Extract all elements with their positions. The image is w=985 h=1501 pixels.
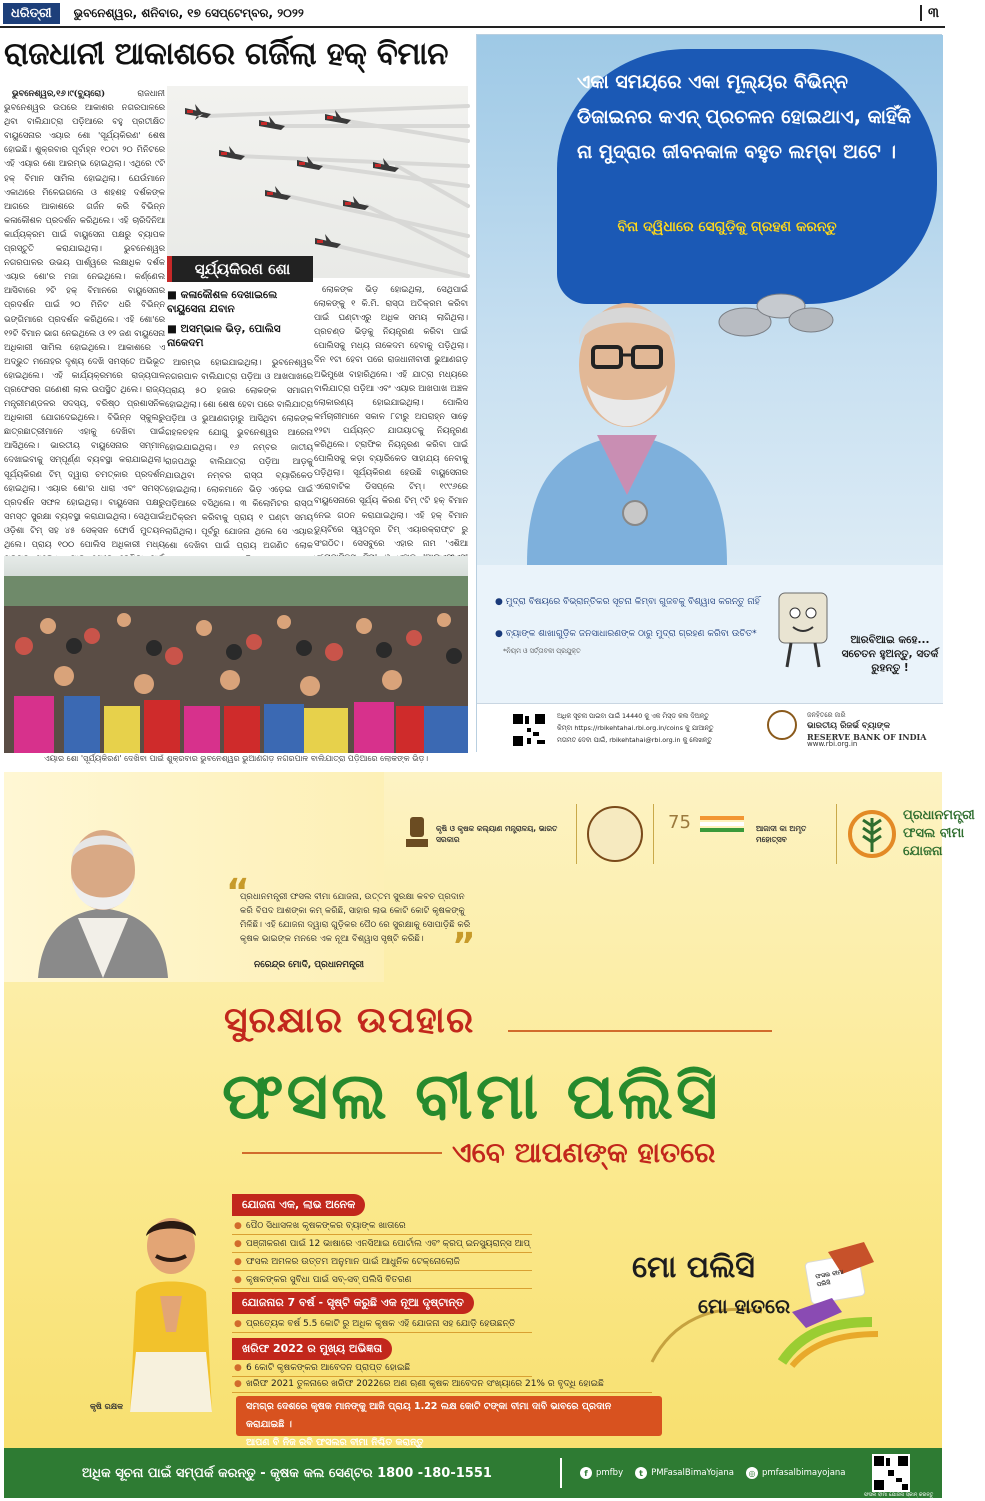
claims-text: ସମଗ୍ର ଦେଶରେ କୃଷକ ମାନଙ୍କୁ ଆଜି ପ୍ରାୟ 1.22 ଲକ୍ଷ କୋଟି ଟଙ୍କା ବୀମା ଦାବି ଭାବରେ ପ୍ରଦାନ କରାଯାଇଛି । <box>246 1401 612 1430</box>
masthead <box>0 0 945 28</box>
smoke-trails <box>207 106 468 276</box>
national-emblem-icon <box>402 813 432 855</box>
rbi-bank-name-en: RESERVE BANK OF INDIA <box>807 732 927 742</box>
rbi-mascot-icon <box>767 583 839 673</box>
kharif-item: ● 6 କୋଟି କୃଷକଙ୍କର ଆବେଦନ ପ୍ରାପ୍ତ ହୋଇଛି <box>232 1360 532 1377</box>
rbi-info-email[interactable]: ମତାମତ ଦେବା ପାଇଁ, rbikehtahai@rbi.org.in କୁ ଲେଖନ୍ତୁ <box>557 736 712 744</box>
pmfby-name-line1: ପ୍ରଧାନମନ୍ତ୍ରୀ <box>903 808 975 823</box>
masthead-date: ଭୁବନେଶ୍ୱର, ଶନିବାର, ୧୭ ସେପ୍ଟେମ୍ବର, ୨୦୨୨ <box>73 5 304 20</box>
rbi-point-2: ● ବ୍ୟାଙ୍କ ଶାଖାଗୁଡ଼ିକ ଜନସାଧାରଣଙ୍କ ଠାରୁ ମୁଦ୍ରା ଗ୍ରହଣ କରିବା ଉଚିତ* <box>495 629 757 639</box>
footer-divider <box>560 1458 562 1488</box>
pm-title-1: ସୁରକ୍ଷାର ଉପହାର <box>224 1000 475 1041</box>
coins-icon <box>715 282 835 342</box>
kharif-heading: ଖରିଫ 2022 ର ମୁଖ୍ୟ ଅଭିଜ୍ଞତା <box>232 1338 392 1360</box>
rbi-speech-main: ଏକା ସମୟରେ ଏକା ମୂଲ୍ୟର ବିଭିନ୍ନ ଡିଜାଇନର କଏନ୍ ପ୍ରଚଳନ ହୋଇଥାଏ, କାହିଁକି ନା ମୁଦ୍ରାର ଜୀବନକାଳ ବହୁତ ଲମ୍ବା ଅଟେ । <box>577 71 912 163</box>
policy-card-label: ଫସଲ ବୀମା ପଲିସି <box>814 1268 844 1289</box>
rbi-bank-name <box>807 710 926 743</box>
seven-years-heading: ଯୋଜନାର 7 ବର୍ଷ - ସୃଷ୍ଟି କରୁଛି ଏକ ନୂଆ ଦୃଷ୍ଟାନ୍ତ <box>232 1292 474 1314</box>
twitter-handle: PMFasalBimaYojana <box>651 1468 734 1478</box>
instagram-icon: ◎ <box>746 1467 758 1479</box>
benefit-item: ● ପଞ୍ଜୀକରଣ ପାଇଁ 12 ଭାଷାରେ ଏନସିଆଇ ପୋର୍ଟାଲ ଏବଂ କ୍ରପ୍ ଇନସ୍ୟୁରାନ୍ସ ଆପ୍ <box>232 1236 532 1253</box>
rbi-info-missed-call: ଅଧିକ ସୂଚନା ପାଇବା ପାଇଁ 14440 କୁ ଏକ ମିସ୍‌ଡ କଲ ଦିଅନ୍ତୁ <box>557 712 709 720</box>
seven-years-item: ● ପ୍ରତ୍ୟେକ ବର୍ଷ 5.5 କୋଟି ରୁ ଅଧିକ କୃଷକ ଏହି ଯୋଜନା ସହ ଯୋଡ଼ି ହେଉଛନ୍ତି <box>232 1316 532 1333</box>
jet-tails <box>187 110 381 243</box>
ministry-logo <box>392 804 577 864</box>
news-column-3 <box>314 282 468 554</box>
claims-highlight <box>236 1396 662 1448</box>
rbi-contact-info <box>557 710 757 746</box>
benefit-item: ● କୃଷକଙ୍କର ସୁବିଧା ପାଇଁ ସବ୍-ସବ୍ ପଲିସି ବିତରଣ <box>232 1272 532 1289</box>
pm-quote: ପ୍ରଧାନମନ୍ତ୍ରୀ ଫସଲ ବୀମା ଯୋଜନା, ଉତ୍ତମ ସୁରକ୍ଷା କବଚ ପ୍ରଦାନ କରି ବିପଦ ଆଶଙ୍କା କମ୍ କରିଛି, ସାହାର ଲାଭ କୋଟି କୋଟି କୃଷକଙ୍କୁ ମିଳିଛି। ଏହି ଯୋଜନା ଦ୍ୱାରା ଗୁଡ଼ିକର ପୈଠ ରେ ସୁରକ୍ଷାକୁ ସୋପାଡ଼ିଛି କରି କୃଷକ ଭାଇଙ୍କ ମନରେ ଏକ ନୂଆ ବିଶ୍ୱାସ ସୃଷ୍ଟି କରିଛି। <box>240 892 471 944</box>
pmfby-name <box>903 807 975 861</box>
news-bullet-2: ■ ଅସମ୍ଭାଳ ଭିଡ଼, ପୋଲିସ ନାକେଦମ <box>167 323 281 349</box>
newspaper-logo: ଧରିତ୍ରୀ <box>3 3 60 24</box>
facebook-handle: pmfby <box>596 1468 624 1478</box>
benefits-heading: ଯୋଜନା ଏକ, ଲାଭ ଅନେକ <box>232 1194 365 1216</box>
news-headline: ରାଜଧାନୀ ଆକାଶରେ ଗର୍ଜିଲା ହକ୍ ବିମାନ <box>4 36 448 72</box>
title-underline-1 <box>508 1030 772 1032</box>
farmer-label: କୃଷି ରକ୍ଷକ <box>90 1402 124 1411</box>
pmfby-logo <box>837 804 985 864</box>
qr-caption: ଫସଲ ବୀମା ଯୋଜନା ସ୍କାନ୍ କରନ୍ତୁ <box>864 1492 934 1498</box>
pmfby-advertisement <box>4 772 975 1498</box>
kharif-item: ● ଖରିଫ 2021 ତୁଳନାରେ ଖରିଫ 2022ରେ ଅଣ ଋଣୀ କୃଷକ ଆବେଦନ ସଂଖ୍ୟାରେ 21% ର ବୃଦ୍ଧି ହୋଇଛି <box>232 1376 652 1393</box>
jets-illustration <box>167 86 468 278</box>
pm-logos-row <box>392 794 975 874</box>
news-bullet-1: ■ କଳାକୌଶଳ ଦେଖାଇଲେ ବାୟୁସେନା ଯବାନ <box>167 289 278 315</box>
rbi-footer <box>477 703 943 753</box>
subhead-box: ସୂର୍ଯ୍ୟକିରଣ ଶୋ <box>167 256 313 282</box>
rbi-mascot-text: ଆରବିଆଇ କହେ... ସଚେତନ ହୁଅନ୍ତୁ, ସତର୍କ ରୁହନ୍ତୁ ! <box>841 634 939 674</box>
qr-code-icon[interactable] <box>511 712 547 748</box>
page-number: ୩ <box>920 5 939 21</box>
pmfby-wheat-icon <box>847 806 897 862</box>
rbi-website[interactable]: www.rbi.org.in <box>807 740 858 748</box>
svg-text:75: 75 <box>668 812 691 833</box>
pm-quote-author: ନରେନ୍ଦ୍ର ମୋଦି, ପ୍ରଧାନମନ୍ତ୍ରୀ <box>254 960 364 970</box>
claims-cta: ଆପଣ ବି ନିଜ ରବି ଫସଲର ବୀମା ନିଶ୍ଚିତ କରାନ୍ତୁ <box>246 1437 424 1448</box>
news-column-1 <box>4 86 165 554</box>
azadi-text: ଆଜାଦୀ କା ଅମୃତ ମହୋତ୍ସବ <box>756 824 807 844</box>
rbi-terms-note: *ନିୟମ ଓ ସର୍ତ୍ତାବଳୀ ପ୍ରଯୁକ୍ତ <box>503 647 581 655</box>
news-column-2 <box>165 355 313 555</box>
facebook-icon: f <box>580 1467 592 1479</box>
social-twitter[interactable] <box>635 1467 734 1479</box>
azadi-ka-amrit-mahotsav-icon <box>664 806 752 862</box>
mo-hatare-text: ମୋ ହାତରେ <box>698 1294 791 1318</box>
title-underline-2 <box>242 1152 442 1154</box>
celebrity-portrait <box>507 235 747 565</box>
crowd-photo <box>4 556 468 753</box>
pm-portrait <box>38 808 168 978</box>
rbi-point-1: ● ମୁଦ୍ରା ବିଷୟରେ ବିଭ୍ରାନ୍ତିକର ସୂଚନା କିମ୍ବା ଗୁଜବକୁ ବିଶ୍ୱାସ କରନ୍ତୁ ନାହିଁ <box>495 597 760 607</box>
rbi-speech-sub: ବିନା ଦ୍ୱିଧାରେ ସେଗୁଡ଼ିକୁ ଗ୍ରହଣ କରନ୍ତୁ <box>617 219 837 235</box>
pm-title-2: ଫସଲ ବୀମା ପଲିସି <box>222 1060 721 1134</box>
news-column-3-text: ଲୋକଙ୍କ ଭିଡ଼ ହୋଇଥିଲା, ସେଥିପାଇଁ ଲୋକଙ୍କୁ ୧ କି.ମି. ରାସ୍ତା ଅତିକ୍ରମ କରିବା ପାଇଁ ଘଣ୍ଟାଏରୁ ଅଧିକ ସମୟ ଲାଗିଥିଲା। ପ୍ରଚଣ୍ଡ ଭିଡ଼କୁ ନିୟନ୍ତ୍ରଣ କରିବା ପାଇଁ ପୋଲିସକୁ ମଧ୍ୟ ନାକେଦମ ହେବାକୁ ପଡ଼ିଥିଲା। ଦିନ ୧ଟା ହେବା ପରେ ରାଜଧାନୀବାସୀ ଭୁଆଣଗଡ଼ ଅଭିମୁଖେ ବାହାରିଥିଲେ। ଏହି ଯାତ୍ରା ମଧ୍ୟରେ ବାଲିଯାତ୍ରା ପଡ଼ିଆ ଏବଂ ଏୟାର ଆଖପାଖ ଅଞ୍ଚଳ ଲୋକାରଣ୍ୟ ହୋଇଯାଇଥିଲା। ପୋଲିସ କର୍ମଚାରୀମାନେ ସକାଳ ୮ଟାରୁ ଅପରାହ୍ନ ସାଢ଼େ ୧୨ଟା ପର୍ଯ୍ୟନ୍ତ ଯାତାୟାତକୁ ନିୟନ୍ତ୍ରଣ କରିଥିଲେ। ଟ୍ରାଫିକ ନିୟନ୍ତ୍ରଣ କରିବା ପାଇଁ ପୋଲିସକୁ କଡ଼ା ବ୍ୟାରିକେଡ ସାହାଯ୍ୟ ନେବାକୁ ପଡ଼ିଥିଲା। ସୂର୍ଯ୍ୟକିରଣ ହେଉଛି ବାୟୁସେନାର ଏରୋବାଟିକ ଡିସପ୍ଲେ ଟିମ୍। ୧୯୯୬ରେ ବାୟୁସେନାରେ ସୂର୍ଯ୍ୟ କିରଣ ଟିମ୍ ୯ଟି ହକ୍ ବିମାନ ନେଇ ଗଠନ କରାଯାଇଥିଲା। ଏହି ହକ୍ ବିମାନ ଡ୍ୟୁଟିରେ ସ୍ୱତନ୍ତ୍ର ଟିମ୍ ଏୟାରକ୍ରାଫ୍ଟ ରୁ ସଂଗଠିତ। ସେସବୁରେ ଏହାର ନାମ 'ଏଶିଆ <box>314 284 468 548</box>
rbi-bank-name-or: ଭାରତୀୟ ରିଜର୍ଭ ବ୍ୟାଙ୍କ <box>807 721 890 731</box>
news-column-1-text: ରାଜଧାନୀ ଭୁବନେଶ୍ୱର ଉପରେ ଆକାଶର ନଗରପାଳରେ ଥିବା ବାଲିଯାତ୍ରା ପଡ଼ିଆରେ ବହୁ ପ୍ରତୀକ୍ଷିତ ବାୟୁସେନାର ଏୟାର ଶୋ 'ସୂର୍ଯ୍ୟକିରଣ' ଶେଷ ହୋଇଛି। ଶୁକ୍ରବାର ପୂର୍ବାହ୍ନ ୧୦ଟା ୨୦ ମିନିଟରେ ଏହି ଏୟାର ଶୋ ଆରମ୍ଭ ହୋଇଥିଲା। ଏଥିରେ ୯ଟି ହକ୍ ବିମାନ ସାମିଲ ହୋଇଥିଲା। ଯେଉଁମାନେ ଏକାଥରେ ମିଳେଇଗଲେ ଓ ଶହଶହ ଦର୍ଶକଙ୍କ ଆଗରେ ଆକାଶରେ ଗର୍ଜନ କରି ବିଭିନ୍ନ କଳାକୌଶଳ ପ୍ରଦର୍ଶନ କରିଥିଲେ। ଏହି ଚାରିଦିନିଆ କାର୍ଯ୍ୟକ୍ରମ ପାଇଁ ବାୟୁସେନା ପକ୍ଷରୁ ବ୍ୟାପକ ପ୍ରସ୍ତୁତି କରାଯାଇଥିଲା। ଭୁବନେଶ୍ୱର ନଗରପାଳର ଉଭୟ ପାର୍ଶ୍ୱରେ ଲକ୍ଷାଧିକ ଦର୍ଶକ ଏୟାର ଶୋ'ର ମଜା ନେଇଥିଲେ। କର୍ଣ୍ଣେଲ ଆସିବାରେ ୨ଟି ହକ୍ ବିମାନରେ ବାୟୁସେନାର ପ୍ରଦର୍ଶନ ପାଇଁ ୨୦ ମିନିଟ ଧରି ବିଭିନ୍ନ ଭଙ୍ଗିମାରେ ପ୍ରଦର୍ଶନ କରିଥିଲେ। ଏହି ଶୋ'ରେ ୧୨ଟି ବିମାନ ଭାଗ ନେଇଥିଲେ ଓ ୧୨ ଜଣ ବାୟୁସେନା ଅଧିକାରୀ ସାମିଲ ହୋଇଥିଲେ। ଆକାଶରେ ଏ ଅଦ୍ଭୁତ ମନୋହର ଦୃଶ୍ୟ ଦେଖି ସମସ୍ତେ ଅଭିଭୂତ ହୋଇଥିଲେ। ଏହି କାର୍ଯ୍ୟକ୍ରମରେ ରାଜ୍ୟପାଳ ପ୍ରଫେସର ଗଣେଶୀ ଲାଲ ଉପସ୍ଥିତ ଥିଲେ। ରାଜ୍ୟ ମନ୍ତ୍ରୀମଣ୍ଡଳର ସଦସ୍ୟ, ବରିଷ୍ଠ ପ୍ରଶାସନିକ ଅଧିକାରୀ ଯୋଗଦେଇଥିଲେ। ବିଭିନ୍ନ ସ୍କୁଲରୁ ଛାତ୍ରଛାତ୍ରୀମାନେ ଏହାକୁ ଦେଖିବା ପାଇଁ ଆସିଥିଲେ। ଭାରତୀୟ ବାୟୁସେନାର ସମ୍ମାନ ଦେଖାଇବାକୁ ସମ୍ପୂର୍ଣ୍ଣ ବ୍ୟବସ୍ଥା କରାଯାଇଥିଲା। ସୂର୍ଯ୍ୟକିରଣ ଟିମ୍ ଦ୍ୱାରା ଚମତ୍କାର ପ୍ରଦର୍ଶନ ହୋଇଥିଲା। ଏୟାର ଶୋ'ର ଧାରା ଏବଂ ସମସ୍ତ ପ୍ରଦର୍ଶନ ସଫଳ ହୋଇଥିଲା। ବାୟୁସେନା ପକ୍ଷରୁ ସମସ୍ତ ସୁରକ୍ଷା ବ୍ୟବସ୍ଥା କରାଯାଇଥିଲା। ସେଥିପାଇଁ ଓଡ଼ିଶା ଟିମ୍ ସହ ୪୫ ସେକ୍ସନ ଫୋର୍ସ ମୁତୟନ ଥିଲେ। ପ୍ରାୟ ୧୦୦ ପୋଲିସ ଅଧିକାରୀ ମଧ୍ୟ <box>4 88 165 549</box>
crowd-illustration <box>4 556 468 753</box>
pmfby-name-line2: ଫସଲ ବୀମା ଯୋଜନା <box>903 826 965 859</box>
rbi-issuer: ଜନହିତରେ ଜାରି <box>807 711 846 719</box>
pm-title-3: ଏବେ ଆପଣଙ୍କ ହାତରେ <box>452 1136 716 1169</box>
jets-photo <box>167 86 468 278</box>
pmfby-qr-code-icon[interactable] <box>872 1454 910 1492</box>
news-dateline: ଭୁବନେଶ୍ୱର,୧୬।୯(ବ୍ୟୁରୋ) <box>12 88 106 98</box>
pm-footer <box>4 1448 942 1498</box>
odisha-seal-icon <box>587 806 643 862</box>
mo-policy-text: ମୋ ପଲିସି <box>632 1250 755 1285</box>
instagram-handle: pmfasalbimayojana <box>761 1468 846 1478</box>
social-instagram[interactable] <box>746 1467 846 1479</box>
odisha-logo <box>577 804 654 864</box>
twitter-icon: t <box>635 1467 647 1479</box>
azadi-logo <box>654 804 837 864</box>
rbi-seal-icon <box>767 710 797 740</box>
news-column-2-text: ଆରମ୍ଭ ହୋଇଯାଇଥିଲା। ଭୁବନେଶ୍ୱର ନଗରପାଳ ବାଲିଯାତ୍ରା ପଡ଼ିଆ ଓ ଆଖପାଖରେ ପ୍ରାୟ ୫୦ ହଜାର ଲୋକଙ୍କ ସମାଗମ ହୋଇଥିଲା। ଶୋ ଶେଷ ହେବା ପରେ ବାଲିଯାତ୍ରା ପଡ଼ିଆ ଓ ଭୁଆଣଗଡ଼ାରୁ ଆସିଥିବା ଲୋକଙ୍କ ଗହଳଚହଳ ଯୋଗୁ ଭୁବନେଶ୍ୱର ଆରେନା ହୋଇଯାଇଥିଲା। ୧୬ ନମ୍ବର ଜାତୀୟ ରାଜପଥରୁ ବାଲିଯାତ୍ରା ପଡ଼ିଆ ଆଡ଼କୁ ଯାଉଥିବା ନମ୍ବର ରାସ୍ତା ବ୍ୟାରିକେଡ ହୋଇଥିଲା। ଲୋକମାନେ ଭିଡ଼ ଏଡ଼େଇ ପାଇଁ ପଡ଼ିଆରେ ବସିଥିଲେ। ୩ କିଲୋମିଟର ରାସ୍ତା ଅତିକ୍ରମ କରିବାକୁ ପ୍ରାୟ ୧ ଘଣ୍ଟା ସମୟ ଲାଗିଥିଲା। ପୂର୍ବରୁ ଯୋଜନା ଥିଲେ ସେ ଏୟାର ଶୋ ଦେଖିବା ପାଇଁ ପ୍ରାୟ ଅଗଣିତ ଲୋକ <box>165 357 313 551</box>
open-quote-icon: “ <box>226 872 250 913</box>
rbi-advertisement <box>476 34 942 752</box>
benefit-item: ● ଫସଲ ଅମଳର ଉତ୍ତମ ଅନୁମାନ ପାଇଁ ଆଧୁନିକ ଟେକ୍ନୋଲୋଜି <box>232 1254 532 1271</box>
rbi-info-website[interactable]: କିମ୍ବା https://rbikehtahai.rbi.org.in/coins କୁ ଯାଆନ୍ତୁ <box>557 724 714 732</box>
photo-caption: ଏୟାର ଶୋ 'ସୂର୍ଯ୍ୟକିରଣ' ଦେଖିବା ପାଇଁ ଶୁକ୍ରବାର ଭୁବନେଶ୍ୱର ଭୁଆଣଗଡ଼ ନଗରପାଳ ବାଲିଯାତ୍ରା ପଡ଼ିଆରେ ଲୋକଙ୍କ ଭିଡ଼। <box>43 754 429 763</box>
farmer-illustration <box>116 1212 226 1412</box>
benefit-item: ● ପୈଠ ସିଧାସଳଖ କୃଷକଙ୍କର ବ୍ୟାଙ୍କ ଖାତାରେ <box>232 1218 532 1235</box>
ministry-name: କୃଷି ଓ କୃଷକ କଲ୍ୟାଣ ମନ୍ତ୍ରାଳୟ, ଭାରତ ସରକାର <box>436 824 558 844</box>
close-quote-icon: ” <box>452 926 476 967</box>
social-facebook[interactable] <box>580 1467 623 1479</box>
pm-helpline: ଅଧିକ ସୂଚନା ପାଇଁ ସମ୍ପର୍କ କରନ୍ତୁ - କୃଷକ କଲ ସେଣ୍ଟର 1800 -180-1551 <box>82 1465 492 1481</box>
